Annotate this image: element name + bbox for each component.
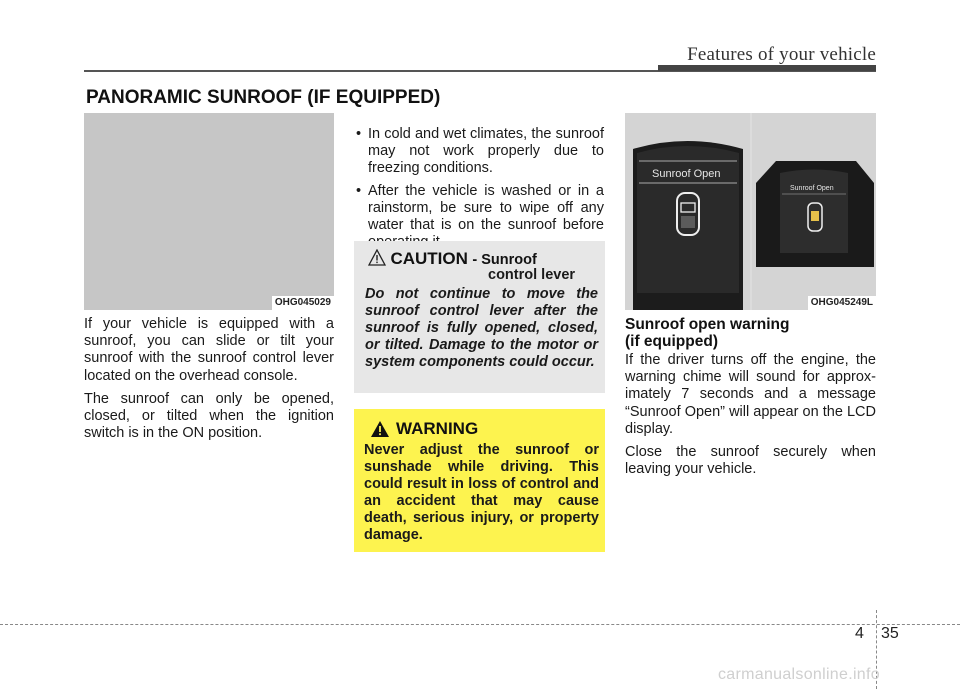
- warning-triangle-icon: [370, 420, 390, 438]
- bullet-text: In cold and wet climates, the sunroof may not work properly due to freezing conditions.: [368, 126, 604, 177]
- warning-heading: [370, 419, 478, 439]
- bullet-text: After the vehicle is washed or in a rainstorm, be sure to wipe off any water that is on the sunroof before: [368, 182, 604, 234]
- display-message: Sunroof Open: [652, 168, 721, 180]
- warning-description: [625, 352, 876, 484]
- subsection-heading-line: Sunroof open warning: [625, 316, 790, 333]
- cluster-screen-graphic: [625, 113, 750, 310]
- paragraph: Close the sunroof securely when leaving your vehicle.: [625, 444, 876, 478]
- subsection-heading-line: (if equipped): [625, 333, 718, 350]
- image-code: OHG045029: [272, 296, 334, 310]
- paragraph: If your vehicle is equipped with a sunroof, you can slide or tilt your sunroof with the sunroof control lever located on the overhead console.: [84, 316, 334, 384]
- cluster-screen-graphic-small: [752, 113, 876, 310]
- page-number: 35: [881, 625, 899, 642]
- sunroof-lever-photo: [84, 113, 334, 310]
- cluster-display-large: [625, 113, 750, 310]
- header-title: Features of your vehicle: [687, 44, 876, 65]
- header-rule-accent: [658, 65, 876, 71]
- subsection-heading: [625, 316, 876, 350]
- paragraph: If the driver turns off the engine, the warning chime will sound for approximately 7 seconds and a message “Sunroof Open” will appear on the LCD display.: [625, 352, 876, 437]
- section-title: PANORAMIC SUNROOF (IF EQUIPPED): [86, 87, 441, 108]
- caution-subtitle-cont: control lever: [488, 267, 576, 283]
- cluster-display-photo: [625, 113, 876, 310]
- paragraph: The sunroof can only be opened, closed, or tilted when the ignition switch is in the ON position.: [84, 390, 334, 442]
- display-message: Sunroof Open: [790, 185, 834, 192]
- caution-subtitle: - Sunroof: [472, 252, 537, 268]
- image-code: OHG045249L: [808, 296, 876, 310]
- watermark: carmanualsonline.info: [718, 666, 880, 683]
- bullet-icon: •: [356, 182, 362, 199]
- warning-text: Never adjust the sunroof or sunshade while driving. This could result in loss of control and an accident that may cause death, serious injury, or property damage.: [364, 442, 599, 543]
- footer-rule: [0, 624, 960, 625]
- warning-box: [354, 409, 605, 552]
- caution-triangle-icon: [368, 249, 386, 266]
- caution-text: Do not continue to move the sunroof control lever after the sunroof is fully opened, closed, or tilted. Damage to the motor or system components could occur.: [365, 286, 598, 370]
- caution-heading: [368, 249, 537, 269]
- chapter-number: 4: [855, 625, 864, 642]
- caution-box: [354, 241, 605, 393]
- warning-word: WARNING: [396, 419, 479, 438]
- list-item: [354, 126, 604, 178]
- bullet-list: [354, 126, 604, 256]
- caution-word: CAUTION: [390, 249, 468, 268]
- intro-text: [84, 316, 334, 448]
- cluster-display-small: [752, 113, 876, 310]
- bullet-icon: •: [356, 126, 362, 142]
